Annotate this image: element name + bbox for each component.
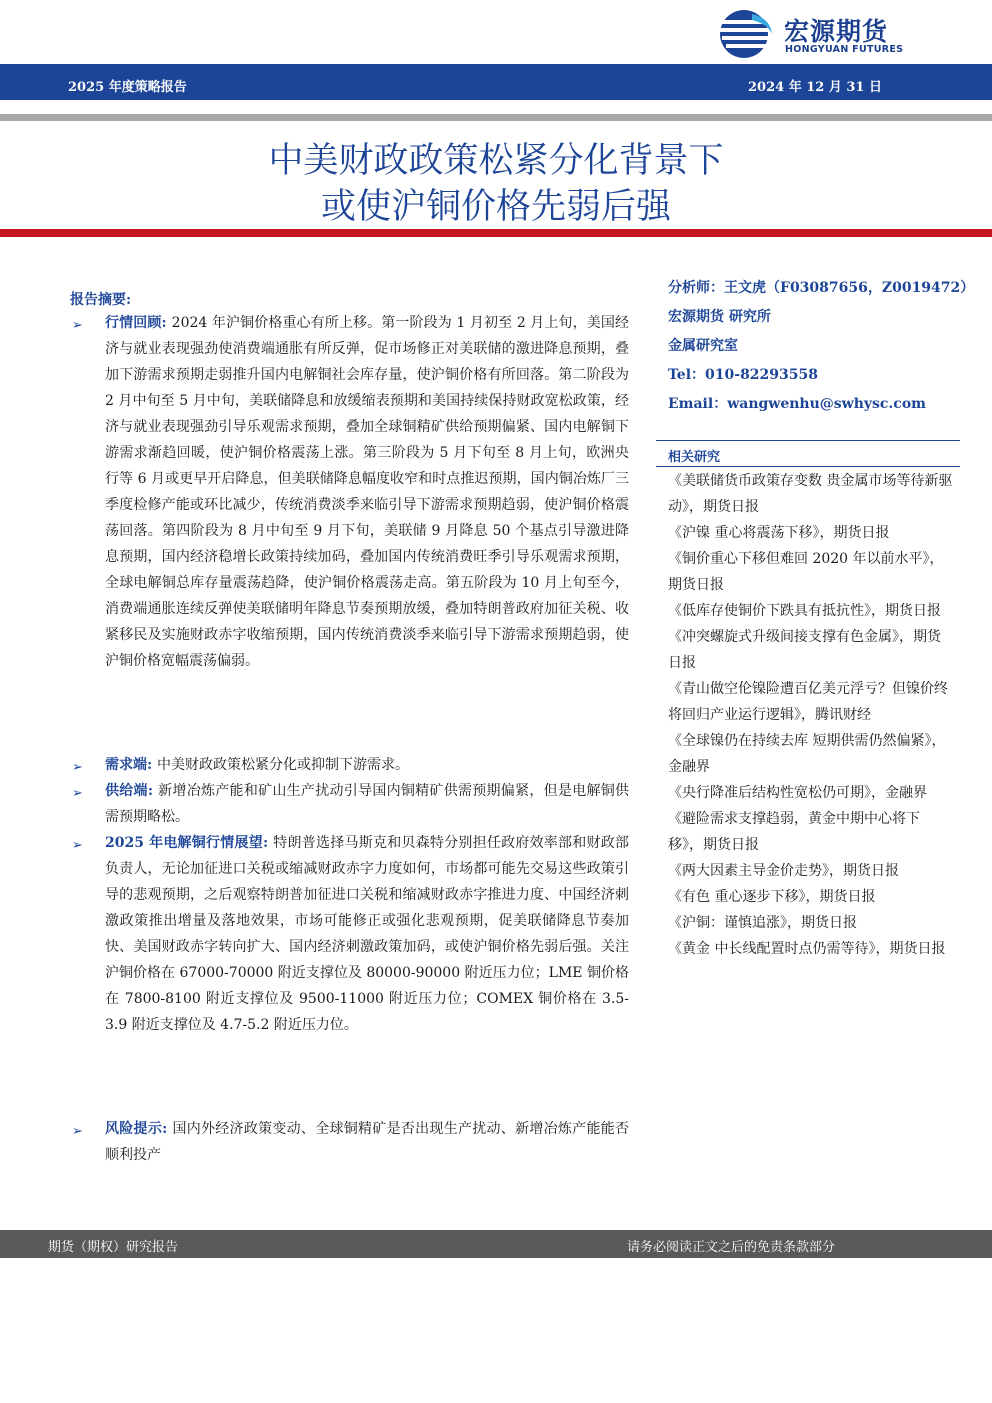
related-item[interactable]: 《沪镍 重心将震荡下移》，期货日报 (668, 525, 890, 541)
divider-gray (0, 114, 992, 121)
related-item[interactable]: 《避险需求支撑趋弱，黄金中期中心将下移》，期货日报 (668, 811, 920, 853)
report-type: 2025 年度策略报告 (68, 80, 187, 95)
summary-item-label: 供给端 (105, 783, 148, 799)
analyst-name: 分析师：王文虎（F03087656，Z0019472） (668, 280, 975, 296)
summary-item-demand (105, 752, 629, 778)
summary-item-sep: : (263, 835, 274, 851)
summary-item-sep: : (147, 783, 159, 799)
report-title-line2: 或使沪铜价格先弱后强 (320, 187, 671, 227)
related-item[interactable]: 《有色 重心逐步下移》，期货日报 (668, 889, 876, 905)
logo-name-cn: 宏源期货 (784, 17, 889, 46)
related-item[interactable]: 《青山做空伦镍险遭百亿美元浮亏？但镍价终将回归产业运行逻辑》，腾讯财经 (668, 681, 948, 723)
bullet-icon: ➢ (72, 838, 83, 853)
analyst-dept: 金属研究室 (668, 338, 738, 354)
related-divider-top (656, 440, 960, 441)
summary-item-text: 中美财政政策松紧分化或抑制下游需求。 (157, 757, 410, 773)
company-logo (718, 6, 928, 60)
related-research-list (668, 468, 953, 962)
report-title-line1: 中美财政政策松紧分化背景下 (268, 141, 724, 181)
divider-red (0, 229, 992, 237)
summary-item-supply (105, 778, 629, 830)
summary-item-label: 行情回顾 (105, 315, 162, 331)
summary-item-sep: : (147, 757, 158, 773)
bullet-icon: ➢ (72, 760, 83, 775)
related-item[interactable]: 《冲突螺旋式升级间接支撑有色金属》，期货日报 (668, 629, 941, 671)
globe-logo-icon (718, 8, 776, 60)
footer-disclaimer-note: 请务必阅读正文之后的免责条款部分 (627, 1240, 836, 1255)
summary-item-market-review (105, 310, 629, 674)
related-item[interactable]: 《铜价重心下移但难回 2020 年以前水平》，期货日报 (668, 551, 944, 593)
summary-item-text: 新增冶炼产能和矿山生产扰动引导国内铜精矿供需预期偏紧，但是电解铜供需预期略松。 (105, 783, 630, 825)
analyst-tel: Tel：010-82293558 (668, 367, 819, 383)
related-item[interactable]: 《两大因素主导金价走势》，期货日报 (668, 863, 899, 879)
related-item[interactable]: 《美联储货币政策存变数 贵金属市场等待新驱动》，期货日报 (668, 473, 953, 515)
summary-item-outlook (105, 830, 629, 1038)
summary-item-sep: : (162, 1121, 173, 1137)
analyst-email[interactable]: Email：wangwenhu@swhysc.com (668, 396, 926, 412)
report-date: 2024 年 12 月 31 日 (748, 80, 882, 95)
bullet-icon: ➢ (72, 1124, 83, 1139)
summary-item-text: 特朗普选择马斯克和贝森特分别担任政府效率部和财政部负责人，无论加征进口关税或缩减财政赤字力度如何，市场都可能先交易这些政策引导的悲观预期，之后观察特朗普加征进口关税和缩减财政赤字推进力度、中国经济刺激政策推出增量及落地效果，市场可能修正或强化悲观预期，促美联储降息节奏加快、美国财政赤字转向扩大、国内经济刺激政策加码，或使沪铜价格先弱后强。关注沪铜价格在 67000-70000 附近支撑位及 80000-90000 附近压力位；LME 铜价格在 7800-8100 附近支撑位及 9500-11000 附近压力位；COMEX 铜价格在 3.5-3.9 附近支撑位及 4.7-5.2 附近压力位。 (105, 835, 630, 1033)
summary-item-label: 风险提示 (105, 1121, 163, 1137)
related-item[interactable]: 《央行降准后结构性宽松仍可期》，金融界 (668, 785, 927, 801)
summary-item-text: 2024 年沪铜价格重心有所上移。第一阶段为 1 月初至 2 月上旬，美国经济与就业表现强劲使消费端通胀有所反弹，促市场修正对美联储的激进降息预期，叠加下游需求预期走弱推升国内电解铜社会库存量，使沪铜价格有所回落。第二阶段为 2 月中旬至 5 月中旬，美联储降息和放缓缩表预期和美国持续保持财政宽松政策，经济与就业表现强劲引导乐观需求预期，叠加全球铜精矿供给预期偏紧、国内电解铜下游需求渐趋回暖，使沪铜价格震荡上涨。第三阶段为 5 月下旬至 8 月上旬，欧洲央行等 6 月或更早开启降息，但美联储降息幅度收窄和时点推迟预期，国内铜冶炼厂三季度检修产能或环比减少，传统消费淡季来临引导下游需求预期趋弱，使沪铜价格震荡回落。第四阶段为 8 月中旬至 9 月下旬，美联储 9 月降息 50 个基点引导激进降息预期，国内经济稳增长政策持续加码，叠加国内传统消费旺季引导乐观需求预期，全球电解铜总库存量震荡趋降，使沪铜价格震荡走高。第五阶段为 10 月上旬至今，消费端通胀连续反弹使美联储明年降息节奏预期放缓，叠加特朗普政府加征关税、收紧移民及实施财政赤字收缩预期，国内传统消费淡季来临引导下游需求预期趋弱，使沪铜价格宽幅震荡偏弱。 (105, 315, 630, 669)
related-item[interactable]: 《全球镍仍在持续去库 短期供需仍然偏紧》，金融界 (668, 733, 946, 775)
summary-item-text: 国内外经济政策变动、全球铜精矿是否出现生产扰动、新增冶炼产能能否顺利投产 (105, 1121, 630, 1163)
summary-item-label: 2025 年电解铜行情展望 (105, 835, 263, 851)
bullet-icon: ➢ (72, 318, 83, 333)
logo-name-en: HONGYUAN FUTURES (785, 44, 904, 55)
summary-item-sep: : (161, 315, 172, 331)
analyst-org: 宏源期货 研究所 (668, 309, 771, 325)
summary-heading: 报告摘要: (70, 292, 132, 308)
footer-report-category: 期货（期权）研究报告 (48, 1240, 179, 1255)
bullet-icon: ➢ (72, 786, 83, 801)
related-research-heading: 相关研究 (668, 450, 721, 465)
related-item[interactable]: 《黄金 中长线配置时点仍需等待》，期货日报 (668, 941, 946, 957)
summary-item-label: 需求端 (105, 757, 147, 773)
related-item[interactable]: 《沪铜：谨慎追涨》，期货日报 (668, 915, 857, 931)
related-item[interactable]: 《低库存使铜价下跌具有抵抗性》，期货日报 (668, 603, 941, 619)
summary-item-risk (105, 1116, 629, 1168)
related-divider-bottom (656, 466, 960, 467)
